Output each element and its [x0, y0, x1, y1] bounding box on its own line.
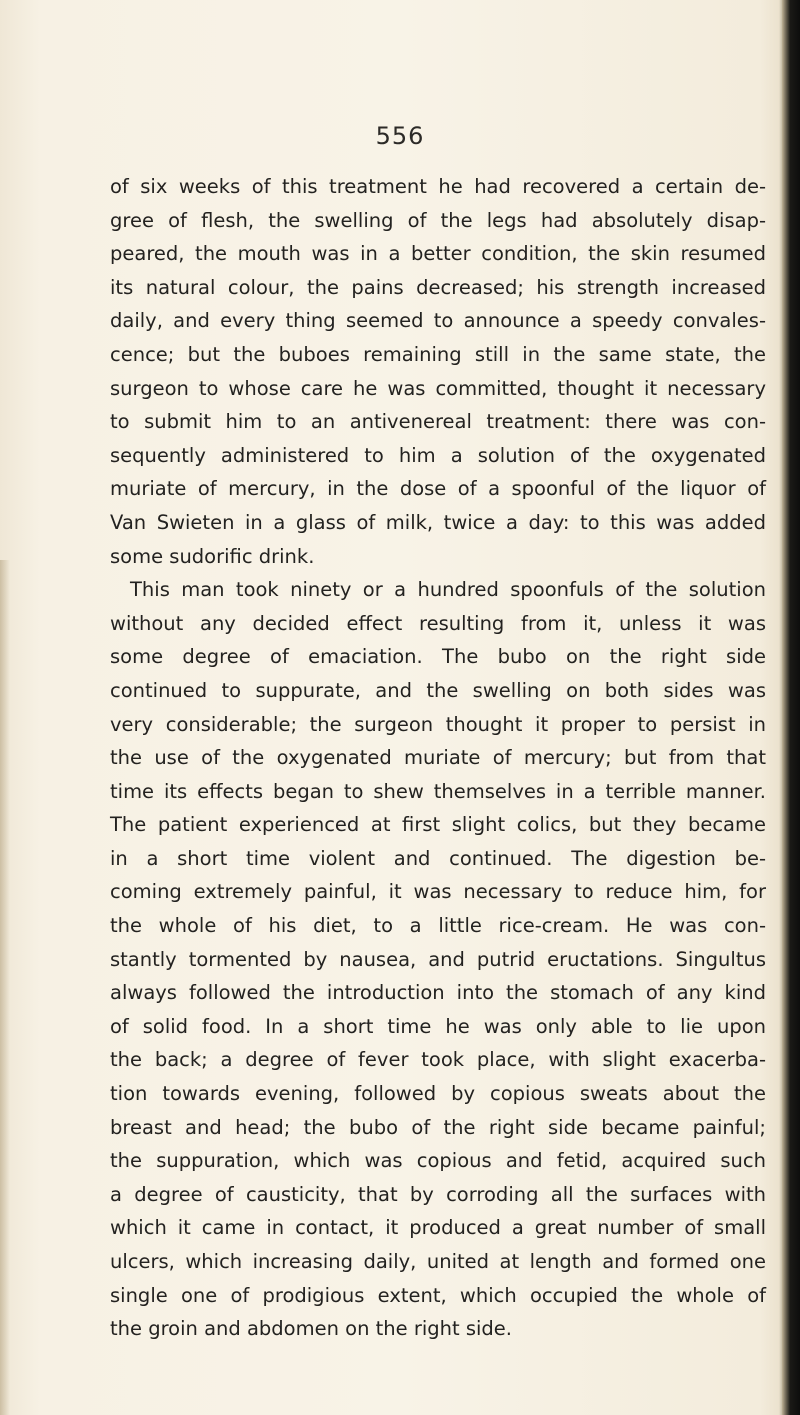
text-line: some degree of emaciation. The bubo on the right side	[110, 645, 766, 669]
text-line: its natural colour, the pains decreased; his strength increased	[110, 275, 766, 299]
text-line: of solid food. In a short time he was only able to lie upon	[110, 1014, 766, 1038]
text-line: continued to suppurate, and the swelling on both sides was	[110, 678, 766, 702]
text-line: to submit him to an antivenereal treatment: there was con-	[110, 410, 766, 434]
text-line: tion towards evening, followed by copious sweats about the	[110, 1082, 766, 1106]
text-line: gree of flesh, the swelling of the legs had absolutely disap-	[110, 208, 766, 232]
text-line: This man took ninety or a hundred spoonfuls of the solution	[130, 578, 766, 602]
text-line: always followed the introduction into the stomach of any kind	[110, 981, 766, 1005]
page-edge-shadow	[0, 560, 10, 1415]
text-line: the groin and abdomen on the right side.	[110, 1317, 512, 1341]
text-line: The patient experienced at first slight colics, but they became	[110, 813, 766, 837]
text-line: ulcers, which increasing daily, united at length and formed one	[110, 1250, 766, 1273]
text-line: the suppuration, which was copious and fetid, acquired such	[110, 1149, 766, 1173]
text-line: the back; a degree of fever took place, with slight exacerba-	[110, 1048, 766, 1072]
text-line: sequently administered to him a solution of the oxygenated	[110, 443, 766, 467]
text-line: single one of prodigious extent, which occupied the whole of	[110, 1283, 766, 1307]
text-line: cence; but the buboes remaining still in the same state, the	[110, 342, 766, 366]
body-text	[110, 170, 766, 1346]
text-line: time its effects began to shew themselves in a terrible manner.	[110, 779, 766, 803]
text-line: a degree of causticity, that by corroding all the surfaces with	[110, 1182, 766, 1206]
text-line: muriate of mercury, in the dose of a spoonful of the liquor of	[110, 477, 766, 501]
text-line: some sudorific drink.	[110, 544, 315, 568]
text-line: of six weeks of this treatment he had recovered a certain de-	[110, 175, 766, 198]
text-line: peared, the mouth was in a better condition, the skin resumed	[110, 242, 766, 266]
text-line: the whole of his diet, to a little rice-cream. He was con-	[110, 914, 766, 938]
text-line: the use of the oxygenated muriate of mercury; but from that	[110, 746, 766, 770]
text-line: in a short time violent and continued. The digestion be-	[110, 846, 766, 870]
text-line: without any decided effect resulting from it, unless it was	[110, 611, 766, 635]
page-number: 556	[375, 122, 425, 150]
text-line: coming extremely painful, it was necessary to reduce him, for	[110, 880, 766, 904]
text-line: very considerable; the surgeon thought it proper to persist in	[110, 712, 766, 736]
text-line: surgeon to whose care he was committed, thought it necessary	[110, 376, 766, 400]
book-binding	[782, 0, 800, 1415]
text-line: daily, and every thing seemed to announce a speedy convales-	[110, 309, 766, 333]
text-line: which it came in contact, it produced a great number of small	[110, 1216, 766, 1240]
text-line: breast and head; the bubo of the right side became painful;	[110, 1115, 766, 1139]
text-line: Van Swieten in a glass of milk, twice a day: to this was added	[110, 510, 766, 534]
text-line: stantly tormented by nausea, and putrid eructations. Singultus	[110, 947, 766, 971]
